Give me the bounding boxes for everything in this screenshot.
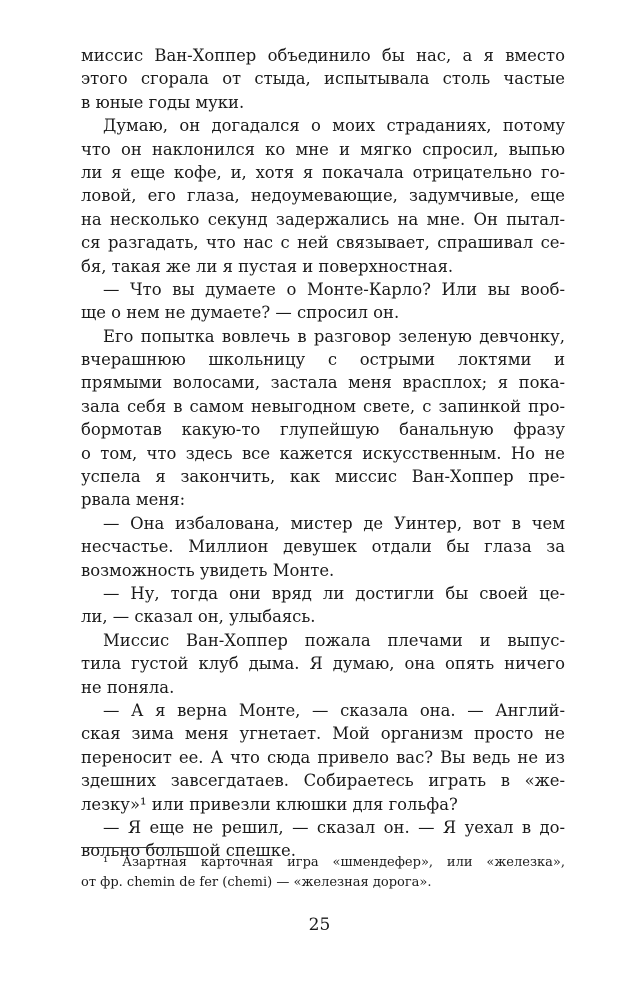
footnote-divider: [81, 847, 199, 848]
text-line: — Ну, тогда они вряд ли достигли бы своей це-: [103, 583, 565, 603]
text-line: здешних завсегдатаев. Собираетесь играть в «же-: [81, 771, 565, 791]
text-line: несчастье. Миллион девушек отдали бы глаза за: [81, 537, 565, 557]
text-line: в юные годы муки.: [81, 92, 245, 112]
text-line: вчерашнюю школьницу с острыми локтями и: [81, 350, 565, 370]
text-line: Его попытка вовлечь в разговор зеленую девчонку,: [103, 326, 565, 346]
text-line: рвала меня:: [81, 490, 186, 510]
text-line: переносит ее. А что сюда привело вас? Вы ведь не из: [81, 747, 565, 767]
text-line: успела я закончить, как миссис Ван-Хоппер пре-: [81, 467, 565, 487]
text-line: — Что вы думаете о Монте-Карло? Или вы вооб-: [103, 279, 565, 299]
text-line: о том, что здесь все кажется искусственным. Но не: [81, 443, 565, 463]
text-line: миссис Ван-Хоппер объединило бы нас, а я вместо: [81, 46, 565, 65]
text-line: бормотав какую-то глупейшую банальную фразу: [81, 420, 565, 440]
text-line: — Я еще не решил, — сказал он. — Я уехал в до-: [103, 817, 565, 837]
text-line: тила густой клуб дыма. Я думаю, она опять ничего: [81, 654, 565, 674]
footnote-line: ¹ Азартная карточная игра «шмендефер», или «железка»,: [103, 855, 565, 870]
body-text: [81, 44, 565, 863]
footnote-line: от фр. chemin de fer (chemi) — «железная дорога».: [81, 875, 432, 890]
text-line: возможность увидеть Монте.: [81, 560, 335, 580]
text-line: ли, — сказал он, улыбаясь.: [81, 607, 316, 627]
text-line: бя, такая же ли я пустая и поверхностная.: [81, 256, 454, 276]
text-line: этого сгорала от стыда, испытывала столь частые: [81, 69, 565, 89]
text-line: не поняла.: [81, 677, 175, 697]
text-line: ще о нем не думаете? — спросил он.: [81, 303, 400, 323]
text-line: ся разгадать, что нас с ней связывает, спрашивал се-: [81, 233, 565, 253]
text-line: Думаю, он догадался о моих страданиях, потому: [103, 116, 565, 136]
footnotes: [81, 853, 565, 893]
text-line: лезку»¹ или привезли клюшки для гольфа?: [81, 794, 458, 814]
text-line: — Она избалована, мистер де Уинтер, вот в чем: [103, 513, 565, 533]
text-line: ловой, его глаза, недоумевающие, задумчивые, еще: [81, 186, 565, 206]
page-number: 25: [308, 915, 331, 935]
text-line: что он наклонился ко мне и мягко спросил, выпью: [81, 139, 565, 159]
text-line: ли я еще кофе, и, хотя я покачала отрицательно го-: [81, 162, 565, 182]
text-line: вольно большой спешке.: [81, 841, 296, 861]
text-line: на несколько секунд задержались на мне. Он пытал-: [81, 209, 565, 229]
text-line: зала себя в самом невыгодном свете, с запинкой про-: [81, 396, 565, 416]
text-line: — А я верна Монте, — сказала она. — Англий-: [103, 700, 565, 720]
text-line: прямыми волосами, застала меня врасплох; я пока-: [81, 373, 565, 393]
text-line: ская зима меня угнетает. Мой организм просто не: [81, 724, 565, 744]
text-line: Миссис Ван-Хоппер пожала плечами и выпус-: [103, 630, 565, 650]
